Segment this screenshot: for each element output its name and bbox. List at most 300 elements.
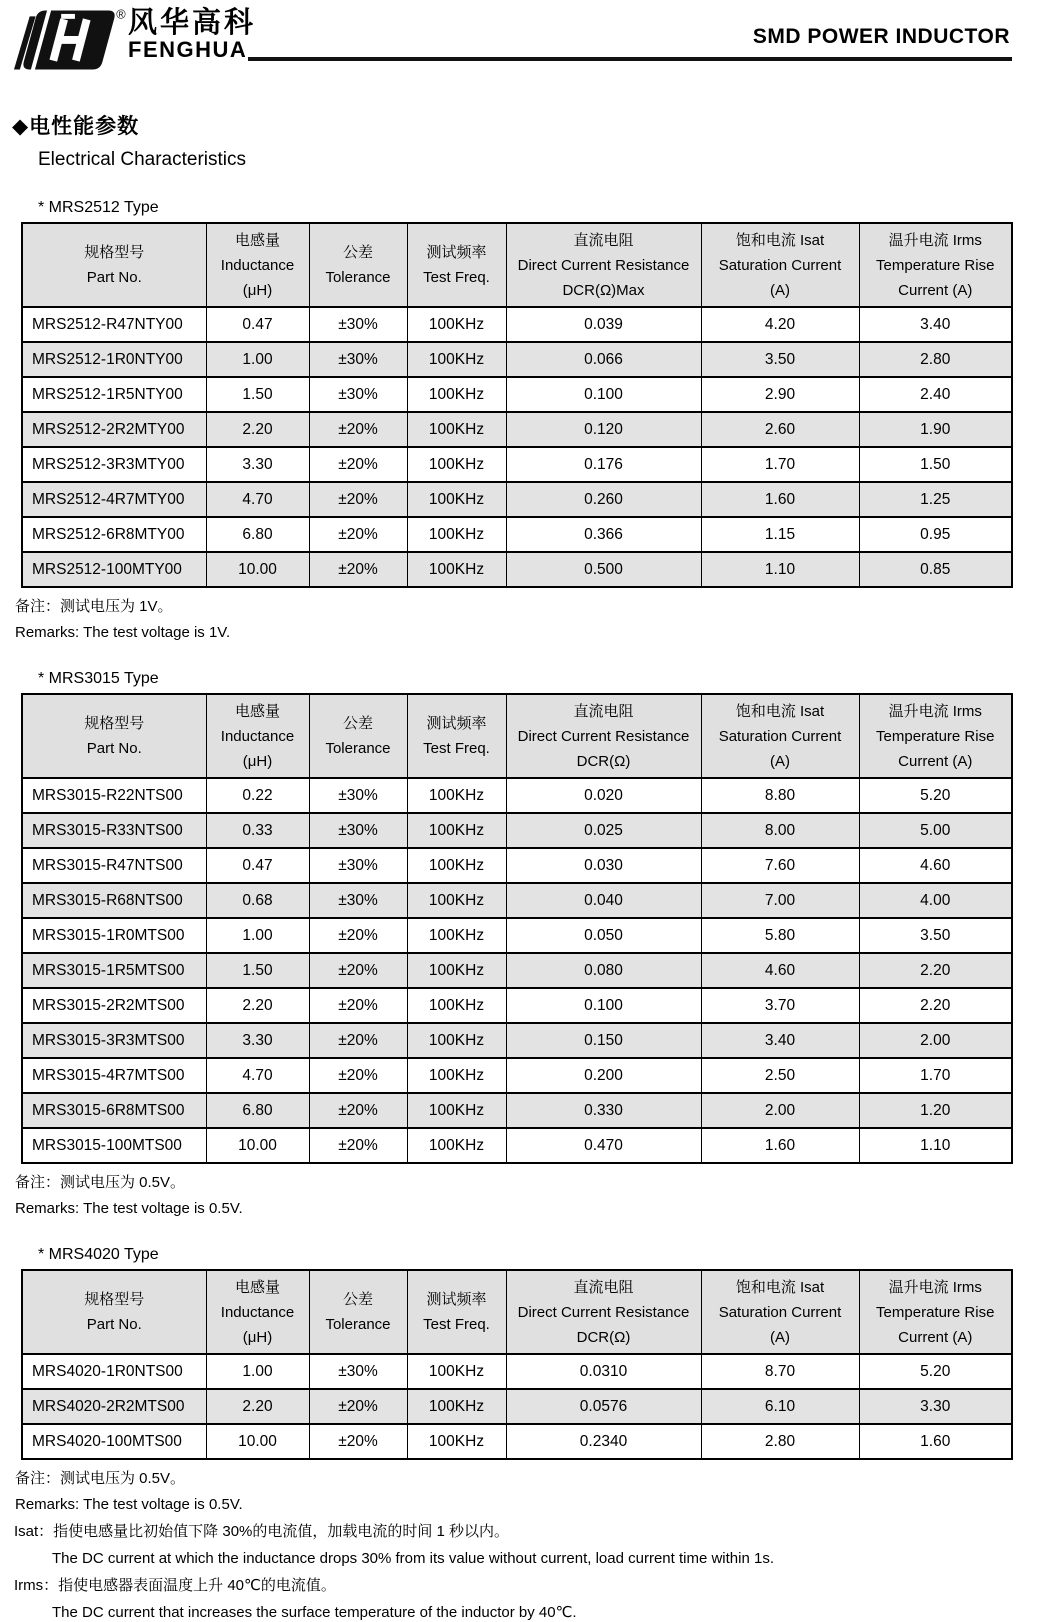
header-line-en: Part No. bbox=[86, 1316, 142, 1333]
table-row bbox=[22, 377, 1012, 412]
section-title-zh: 电性能参数 bbox=[29, 115, 140, 138]
remark-zh: 备注：测试电压为 0.5V。 bbox=[15, 1174, 186, 1191]
header-line-zh: 温升电流 Irms bbox=[888, 702, 982, 720]
value-cell: 4.60 bbox=[859, 848, 1012, 883]
header-line-en: Part No. bbox=[86, 740, 142, 757]
part-no-cell: MRS3015-1R0MTS00 bbox=[22, 918, 206, 953]
table-row bbox=[22, 1354, 1012, 1389]
part-no-cell: MRS3015-3R3MTS00 bbox=[22, 1023, 206, 1058]
value-cell: ±30% bbox=[309, 307, 407, 342]
value-cell: 2.20 bbox=[859, 953, 1012, 988]
value-cell: 100KHz bbox=[407, 1058, 506, 1093]
value-cell: 1.00 bbox=[206, 1354, 309, 1389]
table-type-label: * MRS2512 Type bbox=[38, 199, 159, 216]
table-header-cell bbox=[407, 1270, 506, 1354]
value-cell: 100KHz bbox=[407, 918, 506, 953]
table-row bbox=[22, 813, 1012, 848]
table-row bbox=[22, 552, 1012, 587]
table-head bbox=[22, 223, 1012, 307]
value-cell: 100KHz bbox=[407, 1023, 506, 1058]
value-cell: 1.00 bbox=[206, 918, 309, 953]
value-cell: 4.60 bbox=[701, 953, 859, 988]
value-cell: 0.2340 bbox=[506, 1424, 701, 1459]
header-line-zh: 测试频率 bbox=[426, 244, 487, 261]
header-line-en: Inductance bbox=[220, 727, 295, 745]
value-cell: 0.470 bbox=[506, 1128, 701, 1163]
value-cell: 0.025 bbox=[506, 813, 701, 848]
table-header-cell bbox=[407, 223, 506, 307]
header-cell-lines bbox=[507, 695, 701, 777]
part-no-cell: MRS3015-6R8MTS00 bbox=[22, 1093, 206, 1128]
value-cell: 2.20 bbox=[206, 412, 309, 447]
value-cell: 1.50 bbox=[206, 377, 309, 412]
value-cell: 0.0310 bbox=[506, 1354, 701, 1389]
value-cell: 1.90 bbox=[859, 412, 1012, 447]
tables-root bbox=[0, 199, 1038, 1514]
value-cell: 100KHz bbox=[407, 307, 506, 342]
value-cell: ±20% bbox=[309, 1093, 407, 1128]
value-cell: 0.47 bbox=[206, 307, 309, 342]
header-line-sub: DCR(Ω)Max bbox=[562, 281, 645, 299]
note-line: The DC current at which the inductance drops 30% from its value without current, load current time within 1s. bbox=[52, 1550, 774, 1567]
value-cell: 1.25 bbox=[859, 482, 1012, 517]
value-cell: 3.50 bbox=[701, 342, 859, 377]
header-line-en: Temperature Rise bbox=[876, 727, 995, 745]
part-no-cell: MRS3015-4R7MTS00 bbox=[22, 1058, 206, 1093]
value-cell: 8.80 bbox=[701, 778, 859, 813]
part-no-cell: MRS3015-R47NTS00 bbox=[22, 848, 206, 883]
header-line-sub: DCR(Ω) bbox=[576, 752, 631, 770]
header-line-en: Test Freq. bbox=[423, 1316, 490, 1333]
remark-zh: 备注：测试电压为 0.5V。 bbox=[15, 1470, 186, 1487]
value-cell: 0.85 bbox=[859, 552, 1012, 587]
table-type-label: * MRS4020 Type bbox=[38, 1246, 159, 1263]
header-line-sub: (A) bbox=[770, 281, 790, 299]
table-row bbox=[22, 1023, 1012, 1058]
table-header-cell bbox=[506, 1270, 701, 1354]
value-cell: ±20% bbox=[309, 1128, 407, 1163]
value-cell: 7.00 bbox=[701, 883, 859, 918]
table-header-cell bbox=[22, 1270, 206, 1354]
header-rule bbox=[248, 57, 1012, 61]
table-header-cell bbox=[859, 694, 1012, 778]
value-cell: 0.100 bbox=[506, 377, 701, 412]
value-cell: 4.70 bbox=[206, 1058, 309, 1093]
header-line-en: Saturation Current bbox=[718, 1303, 842, 1321]
value-cell: 0.020 bbox=[506, 778, 701, 813]
table-row bbox=[22, 1389, 1012, 1424]
header-line-zh: 规格型号 bbox=[84, 244, 145, 261]
value-cell: ±20% bbox=[309, 1023, 407, 1058]
header-line-sub: (μH) bbox=[242, 281, 273, 299]
table-row bbox=[22, 988, 1012, 1023]
spec-table bbox=[21, 1269, 1013, 1460]
table-body bbox=[22, 1354, 1012, 1459]
value-cell: 10.00 bbox=[206, 1424, 309, 1459]
note-line: Irms：指使电感器表面温度上升 40℃的电流值。 bbox=[14, 1577, 336, 1594]
header-cell-lines bbox=[23, 224, 206, 306]
value-cell: ±20% bbox=[309, 412, 407, 447]
value-cell: 1.60 bbox=[701, 482, 859, 517]
value-cell: 2.90 bbox=[701, 377, 859, 412]
table-header-row bbox=[22, 694, 1012, 778]
header-line-en: Temperature Rise bbox=[876, 1303, 995, 1321]
header-line-sub: (μH) bbox=[242, 752, 273, 770]
header-line-en: Direct Current Resistance bbox=[517, 256, 690, 274]
value-cell: 0.040 bbox=[506, 883, 701, 918]
header-line-zh: 规格型号 bbox=[84, 1291, 145, 1308]
value-cell: ±20% bbox=[309, 988, 407, 1023]
header-line-zh: 电感量 bbox=[234, 1278, 280, 1296]
value-cell: 0.95 bbox=[859, 517, 1012, 552]
value-cell: 2.60 bbox=[701, 412, 859, 447]
table-header-cell bbox=[701, 1270, 859, 1354]
value-cell: 2.20 bbox=[206, 988, 309, 1023]
value-cell: 100KHz bbox=[407, 953, 506, 988]
header-cell-lines bbox=[860, 1271, 1012, 1353]
value-cell: 4.70 bbox=[206, 482, 309, 517]
value-cell: 100KHz bbox=[407, 517, 506, 552]
value-cell: 1.10 bbox=[701, 552, 859, 587]
remark-en: Remarks: The test voltage is 0.5V. bbox=[15, 1496, 243, 1513]
value-cell: 5.80 bbox=[701, 918, 859, 953]
value-cell: 0.0576 bbox=[506, 1389, 701, 1424]
value-cell: 0.33 bbox=[206, 813, 309, 848]
table-body bbox=[22, 778, 1012, 1163]
value-cell: 0.200 bbox=[506, 1058, 701, 1093]
value-cell: 0.366 bbox=[506, 517, 701, 552]
header-line-zh: 规格型号 bbox=[84, 715, 145, 732]
table-row bbox=[22, 1424, 1012, 1459]
value-cell: 100KHz bbox=[407, 342, 506, 377]
value-cell: 100KHz bbox=[407, 813, 506, 848]
value-cell: 0.22 bbox=[206, 778, 309, 813]
brand-name-zh: 风华高科 bbox=[128, 7, 257, 39]
header-line-en: Test Freq. bbox=[423, 740, 490, 757]
value-cell: ±20% bbox=[309, 517, 407, 552]
part-no-cell: MRS2512-2R2MTY00 bbox=[22, 412, 206, 447]
value-cell: 1.15 bbox=[701, 517, 859, 552]
value-cell: 3.50 bbox=[859, 918, 1012, 953]
value-cell: 3.40 bbox=[859, 307, 1012, 342]
value-cell: 0.100 bbox=[506, 988, 701, 1023]
header-line-zh: 电感量 bbox=[234, 702, 280, 720]
header-cell-lines bbox=[702, 695, 859, 777]
value-cell: 100KHz bbox=[407, 447, 506, 482]
value-cell: 100KHz bbox=[407, 848, 506, 883]
part-no-cell: MRS2512-100MTY00 bbox=[22, 552, 206, 587]
value-cell: ±20% bbox=[309, 1058, 407, 1093]
value-cell: 2.50 bbox=[701, 1058, 859, 1093]
header-cell-lines bbox=[860, 224, 1012, 306]
table-header-cell bbox=[22, 223, 206, 307]
value-cell: 100KHz bbox=[407, 988, 506, 1023]
value-cell: 100KHz bbox=[407, 412, 506, 447]
part-no-cell: MRS3015-R22NTS00 bbox=[22, 778, 206, 813]
header-line-zh: 测试频率 bbox=[426, 1291, 487, 1308]
value-cell: 0.500 bbox=[506, 552, 701, 587]
table-header-cell bbox=[506, 694, 701, 778]
header-line-zh: 饱和电流 Isat bbox=[735, 702, 825, 720]
value-cell: ±20% bbox=[309, 953, 407, 988]
value-cell: 0.47 bbox=[206, 848, 309, 883]
table-header-cell bbox=[701, 223, 859, 307]
table-row bbox=[22, 412, 1012, 447]
section-heading bbox=[12, 110, 1038, 140]
header-cell-lines bbox=[702, 224, 859, 306]
table-row bbox=[22, 918, 1012, 953]
value-cell: 5.00 bbox=[859, 813, 1012, 848]
table-row bbox=[22, 1093, 1012, 1128]
part-no-cell: MRS2512-3R3MTY00 bbox=[22, 447, 206, 482]
header-line-en: Test Freq. bbox=[423, 269, 490, 286]
header-line-zh: 温升电流 Irms bbox=[888, 1278, 982, 1296]
value-cell: 100KHz bbox=[407, 1128, 506, 1163]
value-cell: 0.080 bbox=[506, 953, 701, 988]
value-cell: 100KHz bbox=[407, 1093, 506, 1128]
header-cell-lines bbox=[408, 1271, 506, 1353]
table-header-row bbox=[22, 1270, 1012, 1354]
header-cell-lines bbox=[507, 1271, 701, 1353]
value-cell: 5.20 bbox=[859, 1354, 1012, 1389]
header-line-en: Saturation Current bbox=[718, 256, 842, 274]
value-cell: 3.30 bbox=[206, 1023, 309, 1058]
value-cell: ±30% bbox=[309, 883, 407, 918]
remark-zh: 备注：测试电压为 1V。 bbox=[15, 598, 173, 615]
value-cell: 2.20 bbox=[206, 1389, 309, 1424]
value-cell: 0.039 bbox=[506, 307, 701, 342]
value-cell: 2.00 bbox=[701, 1093, 859, 1128]
header-line-sub: Current (A) bbox=[898, 752, 973, 770]
value-cell: ±20% bbox=[309, 918, 407, 953]
value-cell: 8.70 bbox=[701, 1354, 859, 1389]
header-line-en: Tolerance bbox=[325, 1316, 391, 1333]
header-line-zh: 直流电阻 bbox=[573, 231, 634, 249]
note-line: Isat：指使电感量比初始值下降 30%的电流值，加载电流的时间 1 秒以内。 bbox=[14, 1523, 510, 1540]
table-row bbox=[22, 307, 1012, 342]
header-cell-lines bbox=[860, 695, 1012, 777]
part-no-cell: MRS3015-100MTS00 bbox=[22, 1128, 206, 1163]
header-line-sub: Current (A) bbox=[898, 281, 973, 299]
value-cell: 2.80 bbox=[859, 342, 1012, 377]
value-cell: 1.70 bbox=[859, 1058, 1012, 1093]
value-cell: 0.030 bbox=[506, 848, 701, 883]
value-cell: 7.60 bbox=[701, 848, 859, 883]
header-line-zh: 饱和电流 Isat bbox=[735, 231, 825, 249]
value-cell: ±20% bbox=[309, 1389, 407, 1424]
value-cell: 2.20 bbox=[859, 988, 1012, 1023]
table-row bbox=[22, 447, 1012, 482]
value-cell: 3.30 bbox=[859, 1389, 1012, 1424]
brand-block bbox=[128, 8, 256, 62]
header-cell-lines bbox=[310, 224, 407, 306]
value-cell: ±20% bbox=[309, 1424, 407, 1459]
part-no-cell: MRS3015-R33NTS00 bbox=[22, 813, 206, 848]
header-line-en: Temperature Rise bbox=[876, 256, 995, 274]
value-cell: 100KHz bbox=[407, 883, 506, 918]
value-cell: 6.10 bbox=[701, 1389, 859, 1424]
value-cell: ±30% bbox=[309, 342, 407, 377]
header-cell-lines bbox=[23, 1271, 206, 1353]
table-head bbox=[22, 1270, 1012, 1354]
header-line-zh: 直流电阻 bbox=[573, 702, 634, 720]
table-row bbox=[22, 1128, 1012, 1163]
table-row bbox=[22, 482, 1012, 517]
value-cell: 100KHz bbox=[407, 1354, 506, 1389]
table-row bbox=[22, 1058, 1012, 1093]
value-cell: 0.330 bbox=[506, 1093, 701, 1128]
brand-name-en: FENGHUA bbox=[128, 37, 248, 63]
spec-table bbox=[21, 222, 1013, 588]
table-row bbox=[22, 953, 1012, 988]
header-line-zh: 公差 bbox=[342, 244, 373, 261]
note-line: The DC current that increases the surface temperature of the inductor by 40℃. bbox=[52, 1604, 577, 1621]
value-cell: 4.20 bbox=[701, 307, 859, 342]
table-header-cell bbox=[701, 694, 859, 778]
table-row bbox=[22, 517, 1012, 552]
header-cell-lines bbox=[310, 695, 407, 777]
header-line-sub: DCR(Ω) bbox=[576, 1328, 631, 1346]
header-cell-lines bbox=[507, 224, 701, 306]
header-line-zh: 测试频率 bbox=[426, 715, 487, 732]
value-cell: ±20% bbox=[309, 482, 407, 517]
value-cell: 3.70 bbox=[701, 988, 859, 1023]
registered-icon: ® bbox=[116, 6, 126, 22]
table-header-cell bbox=[506, 223, 701, 307]
table-header-row bbox=[22, 223, 1012, 307]
table-header-cell bbox=[309, 223, 407, 307]
table-header-cell bbox=[309, 1270, 407, 1354]
value-cell: 0.260 bbox=[506, 482, 701, 517]
header-line-en: Inductance bbox=[220, 1303, 295, 1321]
table-head bbox=[22, 694, 1012, 778]
value-cell: 1.60 bbox=[701, 1128, 859, 1163]
spec-table bbox=[21, 693, 1013, 1164]
value-cell: ±20% bbox=[309, 552, 407, 587]
table-row bbox=[22, 778, 1012, 813]
table-type-label: * MRS3015 Type bbox=[38, 670, 159, 687]
header-line-sub: Current (A) bbox=[898, 1328, 973, 1346]
value-cell: 2.80 bbox=[701, 1424, 859, 1459]
header-line-en: Direct Current Resistance bbox=[517, 727, 690, 745]
table-header-cell bbox=[309, 694, 407, 778]
header-cell-lines bbox=[310, 1271, 407, 1353]
value-cell: 1.60 bbox=[859, 1424, 1012, 1459]
header-line-en: Tolerance bbox=[325, 269, 391, 286]
value-cell: 0.066 bbox=[506, 342, 701, 377]
value-cell: 1.00 bbox=[206, 342, 309, 377]
header-line-zh: 电感量 bbox=[234, 231, 280, 249]
header-line-zh: 公差 bbox=[342, 715, 373, 732]
notes-root bbox=[0, 1522, 1038, 1622]
table-row bbox=[22, 342, 1012, 377]
value-cell: 4.00 bbox=[859, 883, 1012, 918]
header-line-en: Saturation Current bbox=[718, 727, 842, 745]
doc-title: SMD POWER INDUCTOR bbox=[752, 25, 1010, 48]
part-no-cell: MRS4020-2R2MTS00 bbox=[22, 1389, 206, 1424]
value-cell: 100KHz bbox=[407, 377, 506, 412]
value-cell: 1.10 bbox=[859, 1128, 1012, 1163]
table-header-cell bbox=[22, 694, 206, 778]
value-cell: 1.70 bbox=[701, 447, 859, 482]
value-cell: 0.050 bbox=[506, 918, 701, 953]
header-line-en: Tolerance bbox=[325, 740, 391, 757]
value-cell: 3.40 bbox=[701, 1023, 859, 1058]
value-cell: 3.30 bbox=[206, 447, 309, 482]
value-cell: 1.50 bbox=[206, 953, 309, 988]
table-header-cell bbox=[859, 1270, 1012, 1354]
header-line-zh: 直流电阻 bbox=[573, 1278, 634, 1296]
table-row bbox=[22, 883, 1012, 918]
header-cell-lines bbox=[207, 1271, 309, 1353]
table-header-cell bbox=[407, 694, 506, 778]
value-cell: 5.20 bbox=[859, 778, 1012, 813]
part-no-cell: MRS4020-1R0NTS00 bbox=[22, 1354, 206, 1389]
value-cell: 0.120 bbox=[506, 412, 701, 447]
value-cell: 100KHz bbox=[407, 1424, 506, 1459]
remark-en: Remarks: The test voltage is 0.5V. bbox=[15, 1200, 243, 1217]
header-cell-lines bbox=[702, 1271, 859, 1353]
value-cell: 100KHz bbox=[407, 482, 506, 517]
header-cell-lines bbox=[408, 695, 506, 777]
value-cell: 1.20 bbox=[859, 1093, 1012, 1128]
value-cell: 2.40 bbox=[859, 377, 1012, 412]
value-cell: ±30% bbox=[309, 377, 407, 412]
header-cell-lines bbox=[408, 224, 506, 306]
value-cell: ±30% bbox=[309, 1354, 407, 1389]
section-title-en: Electrical Characteristics bbox=[38, 149, 246, 170]
header-line-zh: 公差 bbox=[342, 1291, 373, 1308]
value-cell: 100KHz bbox=[407, 1389, 506, 1424]
fenghua-logo-icon bbox=[12, 4, 130, 74]
part-no-cell: MRS2512-6R8MTY00 bbox=[22, 517, 206, 552]
part-no-cell: MRS2512-4R7MTY00 bbox=[22, 482, 206, 517]
header-line-sub: (A) bbox=[770, 1328, 790, 1346]
value-cell: 100KHz bbox=[407, 778, 506, 813]
value-cell: 10.00 bbox=[206, 1128, 309, 1163]
value-cell: 0.68 bbox=[206, 883, 309, 918]
value-cell: 0.176 bbox=[506, 447, 701, 482]
value-cell: ±30% bbox=[309, 813, 407, 848]
part-no-cell: MRS3015-2R2MTS00 bbox=[22, 988, 206, 1023]
part-no-cell: MRS2512-R47NTY00 bbox=[22, 307, 206, 342]
value-cell: ±30% bbox=[309, 848, 407, 883]
table-header-cell bbox=[859, 223, 1012, 307]
header-cell-lines bbox=[207, 224, 309, 306]
value-cell: ±20% bbox=[309, 447, 407, 482]
header-line-zh: 温升电流 Irms bbox=[888, 231, 982, 249]
part-no-cell: MRS2512-1R0NTY00 bbox=[22, 342, 206, 377]
part-no-cell: MRS3015-1R5MTS00 bbox=[22, 953, 206, 988]
value-cell: 0.150 bbox=[506, 1023, 701, 1058]
value-cell: 100KHz bbox=[407, 552, 506, 587]
table-body bbox=[22, 307, 1012, 587]
value-cell: 1.50 bbox=[859, 447, 1012, 482]
header-line-en: Part No. bbox=[86, 269, 142, 286]
value-cell: 8.00 bbox=[701, 813, 859, 848]
table-header-cell bbox=[206, 223, 309, 307]
part-no-cell: MRS4020-100MTS00 bbox=[22, 1424, 206, 1459]
header-cell-lines bbox=[207, 695, 309, 777]
header-cell-lines bbox=[23, 695, 206, 777]
remark-en: Remarks: The test voltage is 1V. bbox=[15, 624, 231, 641]
value-cell: 10.00 bbox=[206, 552, 309, 587]
table-row bbox=[22, 848, 1012, 883]
header-line-en: Direct Current Resistance bbox=[517, 1303, 690, 1321]
header-line-zh: 饱和电流 Isat bbox=[735, 1278, 825, 1296]
diamond-icon: ◆ bbox=[12, 115, 30, 138]
value-cell: 6.80 bbox=[206, 1093, 309, 1128]
